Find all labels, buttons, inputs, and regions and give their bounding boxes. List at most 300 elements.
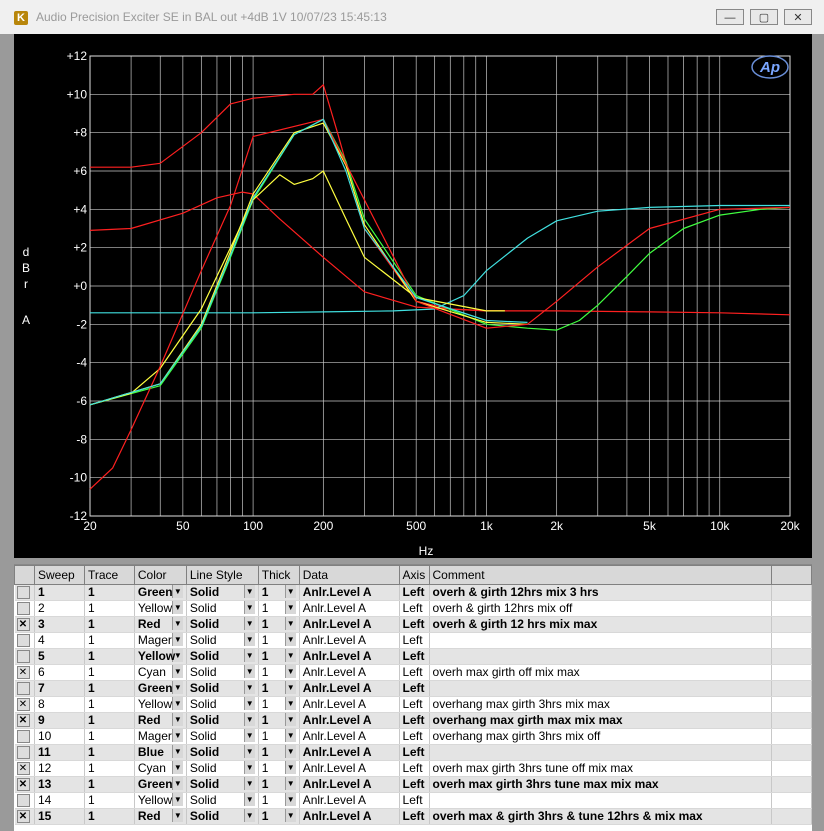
- thick-select[interactable]: [258, 761, 299, 777]
- color-select[interactable]: [134, 601, 186, 617]
- color-dropdown-icon[interactable]: ▼: [172, 601, 183, 614]
- thick-select[interactable]: [258, 617, 299, 633]
- spare-cell: [772, 585, 812, 601]
- row-checkbox[interactable]: [17, 730, 30, 743]
- data-cell[interactable]: Anlr.Level A: [299, 713, 399, 729]
- thick-select[interactable]: [258, 601, 299, 617]
- header-color[interactable]: Color: [134, 566, 186, 585]
- color-select[interactable]: [134, 777, 186, 793]
- color-dropdown-icon[interactable]: ▼: [172, 761, 183, 774]
- thick-dropdown-icon[interactable]: ▼: [285, 809, 296, 822]
- trace-cell: 1: [84, 713, 134, 729]
- thick-dropdown-icon[interactable]: ▼: [285, 745, 296, 758]
- data-cell[interactable]: Anlr.Level A: [299, 633, 399, 649]
- thick-dropdown-icon[interactable]: ▼: [285, 665, 296, 678]
- row-checkbox-cell[interactable]: [15, 713, 35, 729]
- line-style-value: Solid: [189, 713, 220, 727]
- axis-cell[interactable]: Left: [399, 809, 429, 825]
- color-select[interactable]: [134, 713, 186, 729]
- line-style-value: Solid: [189, 665, 217, 679]
- color-select[interactable]: [134, 665, 186, 681]
- header-line-style[interactable]: Line Style: [186, 566, 258, 585]
- x-tick-label: 5k: [643, 519, 656, 533]
- sweep-cell: 13: [34, 777, 84, 793]
- row-checkbox-cell[interactable]: [15, 665, 35, 681]
- row-checkbox[interactable]: ✕: [17, 778, 30, 791]
- trace-cell: 1: [84, 729, 134, 745]
- comment-cell[interactable]: overh max & girth 3hrs & tune 12hrs & mix max: [429, 809, 772, 825]
- sweep-cell: 8: [34, 697, 84, 713]
- row-checkbox-cell[interactable]: [15, 681, 35, 697]
- thick-dropdown-icon[interactable]: ▼: [285, 601, 296, 614]
- row-checkbox-cell[interactable]: [15, 617, 35, 633]
- row-checkbox[interactable]: ✕: [17, 618, 30, 631]
- chart-ticks: [67, 49, 801, 533]
- line-style-dropdown-icon[interactable]: ▼: [244, 601, 255, 614]
- color-dropdown-icon[interactable]: ▼: [172, 809, 183, 822]
- axis-cell[interactable]: Left: [399, 665, 429, 681]
- y-axis-label: [22, 245, 30, 327]
- comment-cell[interactable]: overhang max girth 3hrs mix off: [429, 729, 772, 745]
- thick-dropdown-icon[interactable]: ▼: [285, 697, 296, 710]
- window-title: Audio Precision Exciter SE in BAL out +4dB 1V 10/07/23 15:45:13: [36, 10, 387, 24]
- sweep-cell: 9: [34, 713, 84, 729]
- color-value: Cyan: [137, 665, 166, 679]
- app-logo-icon: K: [14, 11, 28, 25]
- sweep-cell: 14: [34, 793, 84, 809]
- color-select[interactable]: [134, 809, 186, 825]
- data-cell[interactable]: Anlr.Level A: [299, 585, 399, 601]
- table-row[interactable]: [15, 617, 812, 633]
- color-select[interactable]: [134, 793, 186, 809]
- spare-cell: [772, 617, 812, 633]
- line-style-dropdown-icon[interactable]: ▼: [244, 585, 255, 598]
- row-checkbox[interactable]: ✕: [17, 810, 30, 823]
- spare-cell: [772, 793, 812, 809]
- line-style-dropdown-icon[interactable]: ▼: [244, 793, 255, 806]
- spare-cell: [772, 713, 812, 729]
- line-style-dropdown-icon[interactable]: ▼: [244, 713, 255, 726]
- row-checkbox-cell[interactable]: [15, 697, 35, 713]
- color-value: Green: [137, 585, 173, 599]
- axis-cell[interactable]: Left: [399, 777, 429, 793]
- axis-cell[interactable]: Left: [399, 681, 429, 697]
- thick-select[interactable]: [258, 649, 299, 665]
- title-bar: [0, 0, 824, 34]
- thick-value: 1: [261, 777, 269, 791]
- comment-cell[interactable]: overh & girth 12hrs mix 3 hrs: [429, 585, 772, 601]
- close-button[interactable]: ✕: [784, 9, 812, 25]
- row-checkbox[interactable]: [17, 682, 30, 695]
- sweep-table-panel: [14, 564, 812, 831]
- color-select[interactable]: [134, 729, 186, 745]
- color-value: Mager: [137, 729, 172, 743]
- sweep-cell: 6: [34, 665, 84, 681]
- row-checkbox[interactable]: ✕: [17, 714, 30, 727]
- series-line: [90, 85, 505, 311]
- comment-cell[interactable]: overh max girth off mix max: [429, 665, 772, 681]
- data-cell[interactable]: Anlr.Level A: [299, 777, 399, 793]
- y-tick-label: +12: [66, 49, 87, 63]
- table-row[interactable]: [15, 809, 812, 825]
- x-tick-label: 200: [313, 519, 334, 533]
- series-line: [90, 119, 528, 405]
- axis-cell[interactable]: Left: [399, 633, 429, 649]
- header-axis[interactable]: Axis: [399, 566, 429, 585]
- color-select[interactable]: [134, 633, 186, 649]
- color-value: Red: [137, 713, 161, 727]
- color-dropdown-icon[interactable]: ▼: [172, 633, 183, 646]
- minimize-button[interactable]: —: [716, 9, 744, 25]
- row-checkbox-cell[interactable]: [15, 809, 35, 825]
- line-style-select[interactable]: [186, 665, 258, 681]
- line-style-value: Solid: [189, 633, 217, 647]
- line-style-value: Solid: [189, 601, 217, 615]
- color-select[interactable]: [134, 697, 186, 713]
- thick-select[interactable]: [258, 697, 299, 713]
- header-spare: [772, 566, 812, 585]
- trace-cell: 1: [84, 793, 134, 809]
- thick-select[interactable]: [258, 729, 299, 745]
- table-row[interactable]: [15, 761, 812, 777]
- thick-dropdown-icon[interactable]: ▼: [285, 729, 296, 742]
- sweep-cell: 10: [34, 729, 84, 745]
- thick-select[interactable]: [258, 585, 299, 601]
- comment-cell[interactable]: overh max girth 3hrs tune off mix max: [429, 761, 772, 777]
- graph-panel[interactable]: [14, 34, 812, 558]
- line-style-dropdown-icon[interactable]: ▼: [244, 777, 255, 790]
- thick-value: 1: [261, 681, 269, 695]
- spare-cell: [772, 697, 812, 713]
- trace-cell: 1: [84, 601, 134, 617]
- y-tick-label: +0: [73, 279, 87, 293]
- thick-dropdown-icon[interactable]: ▼: [285, 713, 296, 726]
- sweep-cell: 2: [34, 601, 84, 617]
- color-value: Yellow: [137, 601, 173, 615]
- thick-select[interactable]: [258, 713, 299, 729]
- sweep-cell: 4: [34, 633, 84, 649]
- x-tick-label: 10k: [710, 519, 730, 533]
- comment-cell[interactable]: [429, 681, 772, 697]
- color-value: Red: [137, 617, 161, 631]
- line-style-select[interactable]: [186, 697, 258, 713]
- row-checkbox-cell[interactable]: [15, 777, 35, 793]
- thick-select[interactable]: [258, 681, 299, 697]
- thick-dropdown-icon[interactable]: ▼: [285, 585, 296, 598]
- line-style-select[interactable]: [186, 777, 258, 793]
- thick-value: 1: [261, 713, 269, 727]
- line-style-select[interactable]: [186, 601, 258, 617]
- table-row[interactable]: [15, 697, 812, 713]
- thick-value: 1: [261, 697, 269, 711]
- row-checkbox[interactable]: [17, 634, 30, 647]
- line-style-dropdown-icon[interactable]: ▼: [244, 697, 255, 710]
- thick-value: 1: [261, 585, 269, 599]
- row-checkbox[interactable]: ✕: [17, 698, 30, 711]
- row-checkbox-cell[interactable]: [15, 793, 35, 809]
- header-sweep[interactable]: Sweep: [34, 566, 84, 585]
- line-style-dropdown-icon[interactable]: ▼: [244, 745, 255, 758]
- line-style-value: Solid: [189, 617, 220, 631]
- row-checkbox[interactable]: [17, 650, 30, 663]
- spare-cell: [772, 601, 812, 617]
- data-cell[interactable]: Anlr.Level A: [299, 665, 399, 681]
- axis-cell[interactable]: Left: [399, 713, 429, 729]
- trace-cell: 1: [84, 761, 134, 777]
- color-dropdown-icon[interactable]: ▼: [172, 729, 183, 742]
- color-value: Mager: [137, 633, 172, 647]
- header-data[interactable]: Data: [299, 566, 399, 585]
- color-value: Green: [137, 777, 173, 791]
- row-checkbox-cell[interactable]: [15, 585, 35, 601]
- data-cell[interactable]: Anlr.Level A: [299, 697, 399, 713]
- thick-select[interactable]: [258, 665, 299, 681]
- table-row[interactable]: [15, 649, 812, 665]
- color-select[interactable]: [134, 681, 186, 697]
- line-style-select[interactable]: [186, 713, 258, 729]
- color-dropdown-icon[interactable]: ▼: [172, 681, 183, 694]
- thick-dropdown-icon[interactable]: ▼: [285, 761, 296, 774]
- line-style-select[interactable]: [186, 633, 258, 649]
- series-line: [90, 119, 790, 405]
- thick-dropdown-icon[interactable]: ▼: [285, 649, 296, 662]
- frequency-response-chart[interactable]: [14, 34, 812, 558]
- header-thick[interactable]: Thick: [258, 566, 299, 585]
- row-checkbox[interactable]: ✕: [17, 666, 30, 679]
- line-style-select[interactable]: [186, 585, 258, 601]
- axis-cell[interactable]: Left: [399, 729, 429, 745]
- thick-value: 1: [261, 729, 269, 743]
- color-value: Blue: [137, 745, 164, 759]
- series-line: [90, 119, 790, 489]
- line-style-value: Solid: [189, 761, 217, 775]
- y-tick-label: -10: [69, 470, 87, 485]
- row-checkbox[interactable]: ✕: [17, 762, 30, 775]
- data-cell[interactable]: Anlr.Level A: [299, 793, 399, 809]
- line-style-select[interactable]: [186, 793, 258, 809]
- data-cell[interactable]: Anlr.Level A: [299, 729, 399, 745]
- trace-cell: 1: [84, 777, 134, 793]
- y-tick-label: -4: [76, 355, 87, 370]
- color-dropdown-icon[interactable]: ▼: [172, 665, 183, 678]
- line-style-select[interactable]: [186, 809, 258, 825]
- axis-cell[interactable]: Left: [399, 745, 429, 761]
- sweep-table: [14, 565, 812, 825]
- axis-cell[interactable]: Left: [399, 761, 429, 777]
- x-axis-label: Hz: [418, 544, 434, 558]
- line-style-select[interactable]: [186, 649, 258, 665]
- y-tick-label: +10: [66, 87, 87, 102]
- table-row[interactable]: [15, 793, 812, 809]
- line-style-select[interactable]: [186, 729, 258, 745]
- axis-cell[interactable]: Left: [399, 585, 429, 601]
- color-value: Yellow: [137, 649, 176, 663]
- line-style-dropdown-icon[interactable]: ▼: [244, 633, 255, 646]
- table-row[interactable]: [15, 601, 812, 617]
- color-select[interactable]: [134, 649, 186, 665]
- line-style-dropdown-icon[interactable]: ▼: [244, 809, 255, 822]
- comment-cell[interactable]: overh max girth 3hrs tune max mix max: [429, 777, 772, 793]
- thick-value: 1: [261, 809, 269, 823]
- color-select[interactable]: [134, 617, 186, 633]
- sweep-cell: 15: [34, 809, 84, 825]
- color-value: Yellow: [137, 793, 173, 807]
- row-checkbox-cell[interactable]: [15, 745, 35, 761]
- line-style-select[interactable]: [186, 681, 258, 697]
- line-style-dropdown-icon[interactable]: ▼: [244, 665, 255, 678]
- comment-cell[interactable]: overhang max girth 3hrs mix max: [429, 697, 772, 713]
- sweep-cell: 7: [34, 681, 84, 697]
- table-row[interactable]: [15, 665, 812, 681]
- axis-cell[interactable]: Left: [399, 793, 429, 809]
- y-tick-label: -8: [76, 432, 87, 447]
- row-checkbox-cell[interactable]: [15, 649, 35, 665]
- axis-cell[interactable]: Left: [399, 617, 429, 633]
- data-cell[interactable]: Anlr.Level A: [299, 649, 399, 665]
- ap-logo-text: Ap: [760, 59, 780, 76]
- y-axis-label-letter: B: [21, 261, 31, 275]
- axis-cell[interactable]: Left: [399, 649, 429, 665]
- thick-select[interactable]: [258, 809, 299, 825]
- color-select[interactable]: [134, 585, 186, 601]
- series-line: [90, 171, 505, 405]
- x-tick-label: 100: [243, 519, 264, 533]
- line-style-select[interactable]: [186, 617, 258, 633]
- axis-cell[interactable]: Left: [399, 697, 429, 713]
- x-tick-label: 50: [176, 519, 190, 533]
- trace-cell: 1: [84, 585, 134, 601]
- comment-cell[interactable]: overhang max girth max mix max: [429, 713, 772, 729]
- color-dropdown-icon[interactable]: ▼: [172, 793, 183, 806]
- row-checkbox-cell[interactable]: [15, 601, 35, 617]
- comment-cell[interactable]: [429, 793, 772, 809]
- row-checkbox-cell[interactable]: [15, 633, 35, 649]
- thick-value: 1: [261, 649, 269, 663]
- sweep-cell: 12: [34, 761, 84, 777]
- maximize-button[interactable]: ▢: [750, 9, 778, 25]
- comment-cell[interactable]: overh & girth 12hrs mix off: [429, 601, 772, 617]
- header-comment[interactable]: Comment: [429, 566, 772, 585]
- comment-cell[interactable]: overh & girth 12 hrs mix max: [429, 617, 772, 633]
- series-line: [90, 192, 790, 315]
- table-row[interactable]: [15, 777, 812, 793]
- y-tick-label: +8: [73, 125, 87, 140]
- thick-select[interactable]: [258, 777, 299, 793]
- color-dropdown-icon[interactable]: ▼: [172, 713, 183, 726]
- row-checkbox-cell[interactable]: [15, 729, 35, 745]
- thick-dropdown-icon[interactable]: ▼: [285, 633, 296, 646]
- table-row[interactable]: [15, 633, 812, 649]
- line-style-dropdown-icon[interactable]: ▼: [244, 761, 255, 774]
- trace-cell: 1: [84, 617, 134, 633]
- color-dropdown-icon[interactable]: ▼: [172, 777, 183, 790]
- data-cell[interactable]: Anlr.Level A: [299, 809, 399, 825]
- table-row[interactable]: [15, 681, 812, 697]
- y-tick-label: +6: [73, 164, 87, 178]
- line-style-dropdown-icon[interactable]: ▼: [244, 729, 255, 742]
- color-dropdown-icon[interactable]: ▼: [172, 649, 183, 662]
- data-cell[interactable]: Anlr.Level A: [299, 681, 399, 697]
- table-row[interactable]: [15, 585, 812, 601]
- line-style-dropdown-icon[interactable]: ▼: [244, 649, 255, 662]
- row-checkbox-cell[interactable]: [15, 761, 35, 777]
- spare-cell: [772, 633, 812, 649]
- thick-value: 1: [261, 665, 269, 679]
- y-axis-label-letter: A: [21, 313, 31, 327]
- color-select[interactable]: [134, 745, 186, 761]
- color-dropdown-icon[interactable]: ▼: [172, 585, 183, 598]
- header-trace[interactable]: Trace: [84, 566, 134, 585]
- color-dropdown-icon[interactable]: ▼: [172, 617, 183, 630]
- color-dropdown-icon[interactable]: ▼: [172, 745, 183, 758]
- data-cell[interactable]: Anlr.Level A: [299, 617, 399, 633]
- table-row[interactable]: [15, 745, 812, 761]
- thick-value: 1: [261, 633, 269, 647]
- sweep-cell: 11: [34, 745, 84, 761]
- spare-cell: [772, 681, 812, 697]
- sweep-cell: 5: [34, 649, 84, 665]
- data-cell[interactable]: Anlr.Level A: [299, 601, 399, 617]
- table-header-row: [15, 566, 812, 585]
- spare-cell: [772, 665, 812, 681]
- thick-select[interactable]: [258, 793, 299, 809]
- row-checkbox[interactable]: [17, 602, 30, 615]
- line-style-value: Solid: [189, 745, 220, 759]
- row-checkbox[interactable]: [17, 746, 30, 759]
- comment-cell[interactable]: [429, 633, 772, 649]
- thick-dropdown-icon[interactable]: ▼: [285, 681, 296, 694]
- line-style-select[interactable]: [186, 761, 258, 777]
- table-row[interactable]: [15, 729, 812, 745]
- thick-value: 1: [261, 793, 269, 807]
- y-tick-label: -12: [69, 509, 87, 523]
- axis-cell[interactable]: Left: [399, 601, 429, 617]
- thick-dropdown-icon[interactable]: ▼: [285, 777, 296, 790]
- thick-value: 1: [261, 617, 269, 631]
- comment-cell[interactable]: [429, 649, 772, 665]
- thick-dropdown-icon[interactable]: ▼: [285, 793, 296, 806]
- line-style-dropdown-icon[interactable]: ▼: [244, 681, 255, 694]
- color-value: Red: [137, 809, 161, 823]
- color-select[interactable]: [134, 761, 186, 777]
- line-style-select[interactable]: [186, 745, 258, 761]
- trace-cell: 1: [84, 633, 134, 649]
- comment-cell[interactable]: [429, 745, 772, 761]
- line-style-dropdown-icon[interactable]: ▼: [244, 617, 255, 630]
- thick-value: 1: [261, 761, 269, 775]
- thick-select[interactable]: [258, 745, 299, 761]
- thick-value: 1: [261, 745, 269, 759]
- x-tick-label: 1k: [480, 519, 493, 533]
- trace-cell: 1: [84, 665, 134, 681]
- thick-select[interactable]: [258, 633, 299, 649]
- line-style-value: Solid: [189, 585, 220, 599]
- thick-dropdown-icon[interactable]: ▼: [285, 617, 296, 630]
- row-checkbox[interactable]: [17, 586, 30, 599]
- spare-cell: [772, 777, 812, 793]
- data-cell[interactable]: Anlr.Level A: [299, 745, 399, 761]
- color-dropdown-icon[interactable]: ▼: [172, 697, 183, 710]
- y-tick-label: -6: [76, 394, 87, 408]
- x-tick-label: 20k: [780, 519, 800, 533]
- y-tick-label: -2: [76, 317, 87, 332]
- series-line: [90, 206, 790, 313]
- spare-cell: [772, 809, 812, 825]
- data-cell[interactable]: Anlr.Level A: [299, 761, 399, 777]
- thick-value: 1: [261, 601, 269, 615]
- row-checkbox[interactable]: [17, 794, 30, 807]
- table-row[interactable]: [15, 713, 812, 729]
